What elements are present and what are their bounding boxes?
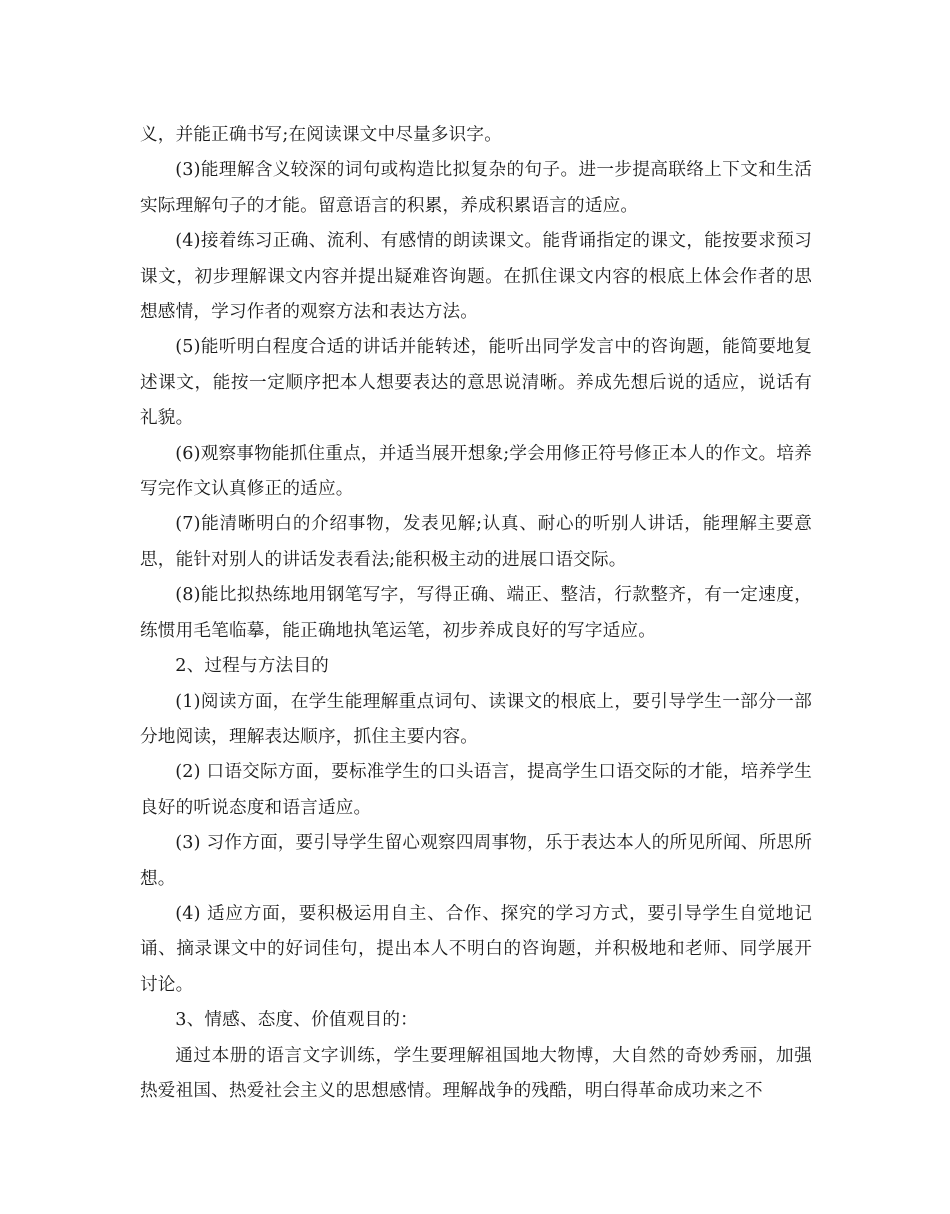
paragraph-habits: (4) 适应方面，要积极运用自主、合作、探究的学习方式，要引导学生自觉地记诵、摘录课文中的好词佳句，提出本人不明白的咨询题，并积极地和老师、同学展开讨论。 [140, 903, 812, 995]
section-heading-emotion-values: 3、情感、态度、价值观目的： [175, 1010, 418, 1031]
paragraph-item-6: (6)观察事物能抓住重点，并适当展开想象;学会用修正符号修正本人的作文。培养写完作文认真修正的适应。 [140, 443, 812, 500]
paragraph-item-7: (7)能清晰明白的介绍事物，发表见解;认真、耐心的听别人讲话，能理解主要意思，能针对别人的讲话发表看法;能积极主动的进展口语交际。 [140, 514, 812, 570]
section-heading-process-method: 2、过程与方法目的 [175, 656, 329, 677]
paragraph-item-4: (4)接着练习正确、流利、有感情的朗读课文。能背诵指定的课文，能按要求预习课文，初步理解课文内容并提出疑难咨询题。在抓住课文内容的根底上体会作者的思想感情，学习作者的观察方法和表达方法。 [140, 231, 812, 323]
paragraph-item-3: (3)能理解含义较深的词句或构造比拟复杂的句子。进一步提高联络上下文和生活实际理解句子的才能。留意语言的积累，养成积累语言的适应。 [140, 160, 812, 216]
paragraph-continuation: 义，并能正确书写;在阅读课文中尽量多识字。 [140, 125, 503, 145]
paragraph-item-5: (5)能听明白程度合适的讲话并能转述，能听出同学发言中的咨询题，能简要地复述课文，能按一定顺序把本人想要表达的意思说清晰。养成先想后说的适应，说话有礼貌。 [140, 337, 812, 429]
paragraph-oral-communication: (2) 口语交际方面，要标准学生的口头语言，提高学生口语交际的才能，培养学生良好的听说态度和语言适应。 [140, 762, 812, 818]
paragraph-item-8: (8)能比拟热练地用钢笔写字，写得正确、端正、整洁，行款整齐，有一定速度，练惯用毛笔临摹，能正确地执笔运笔，初步养成良好的写字适应。 [140, 585, 812, 641]
document-body [140, 118, 812, 1109]
paragraph-writing: (3) 习作方面，要引导学生留心观察四周事物，乐于表达本人的所见所闻、所思所想。 [140, 833, 812, 889]
paragraph-reading: (1)阅读方面，在学生能理解重点词句、读课文的根底上，要引导学生一部分一部分地阅读，理解表达顺序，抓住主要内容。 [140, 691, 812, 747]
paragraph-emotion-goals: 通过本册的语言文字训练，学生要理解祖国地大物博，大自然的奇妙秀丽，加强热爱祖国、热爱社会主义的思想感情。理解战争的残酷，明白得革命成功来之不 [140, 1045, 812, 1101]
